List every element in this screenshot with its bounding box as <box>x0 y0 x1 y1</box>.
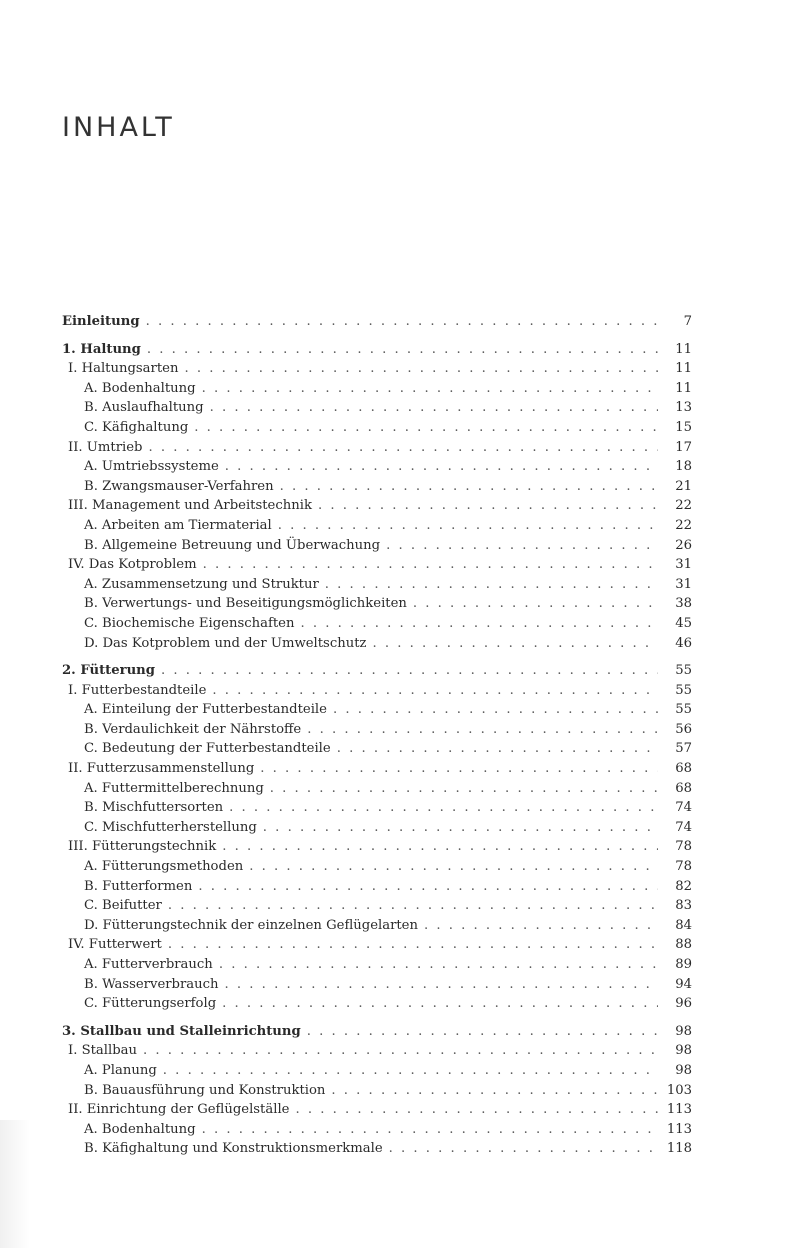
toc-entry-label: A. Planung <box>84 1062 157 1078</box>
toc-entry <box>62 614 692 634</box>
dot-leader <box>143 1041 658 1061</box>
toc-entry <box>62 779 692 799</box>
dot-leader <box>225 457 658 477</box>
dot-leader <box>149 438 659 458</box>
dot-leader <box>198 877 658 897</box>
toc-entry-label: II. Futterzusammenstellung <box>68 761 255 777</box>
dot-leader <box>219 955 658 975</box>
toc-entry-page: 18 <box>675 459 692 475</box>
toc-entry <box>62 516 692 536</box>
dot-leader <box>222 837 658 857</box>
dot-leader <box>249 857 658 877</box>
dot-leader <box>163 1061 658 1081</box>
toc-entry-label: 2. Fütterung <box>62 663 155 679</box>
toc-entry-label: A. Futterverbrauch <box>84 957 213 972</box>
toc-entry-label: IV. Das Kotproblem <box>68 557 197 573</box>
toc-entry <box>62 877 692 897</box>
toc-entry-page: 38 <box>675 596 692 612</box>
toc-entry <box>62 312 692 332</box>
toc-entry-label: C. Mischfutterherstellung <box>84 819 257 835</box>
dot-leader <box>202 379 658 399</box>
toc-entry-page: 98 <box>675 1043 692 1059</box>
dot-leader <box>168 935 658 955</box>
dot-leader <box>194 418 658 438</box>
toc-entry-label: B. Verdaulichkeit der Nährstoffe <box>84 721 302 737</box>
dot-leader <box>278 516 658 536</box>
toc-entry-label: IV. Futterwert <box>68 937 162 953</box>
toc-entry-page: 31 <box>675 557 692 573</box>
dot-leader <box>413 594 658 614</box>
toc-entry <box>62 634 692 654</box>
toc-entry <box>62 720 692 740</box>
toc-entry-page: 31 <box>675 576 692 592</box>
dot-leader <box>203 555 658 575</box>
toc-entry <box>62 536 692 556</box>
toc-entry <box>62 555 692 575</box>
dot-leader <box>270 779 658 799</box>
toc-entry-label: 1. Haltung <box>62 341 141 357</box>
toc-entry <box>62 1061 692 1081</box>
dot-leader <box>307 720 658 740</box>
toc-entry-label: A. Bodenhaltung <box>84 380 196 396</box>
toc-entry-label: Einleitung <box>62 314 140 329</box>
toc-entry-label: B. Käfighaltung und Konstruktionsmerkmale <box>84 1141 383 1157</box>
page-edge-shadow <box>0 1120 30 1248</box>
toc-entry-page: 74 <box>675 800 692 816</box>
toc-entry-label: II. Einrichtung der Geflügelställe <box>68 1102 290 1118</box>
dot-leader <box>389 1139 658 1159</box>
dot-leader <box>325 575 658 595</box>
dot-leader <box>225 975 658 995</box>
toc-entry-label: C. Bedeutung der Futterbestandteile <box>84 741 331 757</box>
toc-entry-page: 74 <box>675 819 692 835</box>
toc-entry <box>62 359 692 379</box>
toc-entry-page: 98 <box>675 1062 692 1078</box>
toc-entry <box>62 661 692 681</box>
toc-entry-label: A. Umtriebssysteme <box>84 459 219 475</box>
toc-entry-page: 15 <box>675 419 692 435</box>
toc-entry-page: 89 <box>675 957 692 972</box>
toc-entry-label: C. Käfighaltung <box>84 419 189 435</box>
toc-entry <box>62 975 692 995</box>
toc-entry-label: C. Beifutter <box>84 898 162 914</box>
dot-leader <box>222 994 658 1014</box>
toc-entry <box>62 418 692 438</box>
toc-entry-label: D. Das Kotproblem und der Umweltschutz <box>84 635 367 651</box>
toc-entry-label: B. Futterformen <box>84 878 193 894</box>
dot-leader <box>229 798 658 818</box>
toc-entry <box>62 955 692 975</box>
dot-leader <box>146 312 658 332</box>
toc-entry-label: III. Management und Arbeitstechnik <box>68 498 312 514</box>
toc-entry <box>62 1022 692 1042</box>
toc-entry-page: 55 <box>675 682 692 698</box>
dot-leader <box>184 359 658 379</box>
toc-entry <box>62 496 692 516</box>
toc-entry-page: 55 <box>675 663 692 679</box>
toc-entry-label: A. Fütterungsmethoden <box>84 859 244 875</box>
dot-leader <box>202 1120 658 1140</box>
toc-entry-page: 118 <box>666 1141 692 1157</box>
toc-entry-label: C. Biochemische Eigenschaften <box>84 615 295 631</box>
toc-entry-label: I. Futterbestandteile <box>68 682 207 698</box>
toc-entry-label: B. Zwangsmauser-Verfahren <box>84 478 274 494</box>
dot-leader <box>168 896 658 916</box>
toc-entry-label: B. Verwertungs- und Beseitigungsmöglichkeiten <box>84 596 407 612</box>
toc-entry-label: A. Bodenhaltung <box>84 1121 196 1137</box>
toc-entry-page: 21 <box>675 478 692 494</box>
toc-entry <box>62 896 692 916</box>
dot-leader <box>295 1100 658 1120</box>
toc-entry-page: 113 <box>666 1102 692 1118</box>
toc-entry <box>62 457 692 477</box>
toc-entry <box>62 340 692 360</box>
toc-entry <box>62 681 692 701</box>
toc-entry <box>62 398 692 418</box>
table-of-contents <box>62 312 692 1159</box>
toc-entry-page: 11 <box>675 380 692 396</box>
toc-entry-page: 13 <box>675 400 692 416</box>
toc-entry-page: 11 <box>675 361 692 377</box>
dot-leader <box>300 614 658 634</box>
toc-entry-page: 68 <box>675 780 692 796</box>
toc-entry <box>62 837 692 857</box>
toc-entry-page: 96 <box>675 996 692 1012</box>
toc-entry-page: 98 <box>675 1023 692 1039</box>
toc-entry-page: 7 <box>683 314 692 329</box>
dot-leader <box>424 916 658 936</box>
toc-entry <box>62 935 692 955</box>
toc-entry-page: 45 <box>675 615 692 631</box>
toc-entry-page: 78 <box>675 839 692 855</box>
dot-leader <box>161 661 658 681</box>
toc-entry-label: B. Bauausführung und Konstruktion <box>84 1082 326 1098</box>
dot-leader <box>372 634 658 654</box>
toc-entry-label: B. Mischfuttersorten <box>84 800 224 816</box>
toc-entry-page: 56 <box>675 721 692 737</box>
toc-entry <box>62 818 692 838</box>
toc-entry <box>62 759 692 779</box>
dot-leader <box>263 818 658 838</box>
toc-entry-label: B. Auslaufhaltung <box>84 400 204 416</box>
toc-entry <box>62 1081 692 1101</box>
toc-entry <box>62 379 692 399</box>
toc-entry-label: I. Stallbau <box>68 1043 138 1059</box>
page-title: INHALT <box>62 112 175 143</box>
toc-entry <box>62 1041 692 1061</box>
toc-entry-page: 26 <box>675 537 692 553</box>
dot-leader <box>260 759 658 779</box>
toc-entry-page: 84 <box>675 917 692 933</box>
toc-entry-page: 113 <box>666 1121 692 1137</box>
toc-entry-label: A. Futtermittelberechnung <box>84 780 264 796</box>
toc-entry-label: A. Zusammensetzung und Struktur <box>84 576 319 592</box>
toc-entry-label: B. Wasserverbrauch <box>84 976 219 992</box>
toc-entry-label: A. Arbeiten am Tiermaterial <box>84 517 272 533</box>
toc-entry <box>62 477 692 497</box>
toc-entry-label: D. Fütterungstechnik der einzelnen Geflügelarten <box>84 917 418 933</box>
toc-entry-label: II. Umtrieb <box>68 439 143 455</box>
dot-leader <box>337 739 658 759</box>
dot-leader <box>280 477 658 497</box>
toc-entry <box>62 1120 692 1140</box>
toc-entry <box>62 994 692 1014</box>
toc-entry-page: 68 <box>675 761 692 777</box>
toc-entry <box>62 857 692 877</box>
toc-entry-label: I. Haltungsarten <box>68 361 179 377</box>
toc-entry-label: A. Einteilung der Futterbestandteile <box>84 702 327 718</box>
toc-entry-page: 55 <box>675 702 692 718</box>
toc-entry <box>62 739 692 759</box>
toc-entry-label: III. Fütterungstechnik <box>68 839 217 855</box>
dot-leader <box>210 398 658 418</box>
dot-leader <box>333 700 658 720</box>
toc-entry-page: 82 <box>675 878 692 894</box>
toc-entry-page: 103 <box>666 1082 692 1098</box>
dot-leader <box>212 681 658 701</box>
toc-entry <box>62 438 692 458</box>
toc-entry-page: 22 <box>675 498 692 514</box>
toc-entry-label: 3. Stallbau und Stalleinrichtung <box>62 1023 301 1039</box>
toc-entry-page: 46 <box>675 635 692 651</box>
toc-entry-page: 17 <box>675 439 692 455</box>
toc-entry <box>62 1139 692 1159</box>
toc-entry <box>62 594 692 614</box>
toc-entry-page: 22 <box>675 517 692 533</box>
toc-entry-page: 78 <box>675 859 692 875</box>
dot-leader <box>318 496 658 516</box>
toc-entry-page: 94 <box>675 976 692 992</box>
toc-entry-page: 57 <box>675 741 692 757</box>
dot-leader <box>307 1022 658 1042</box>
toc-entry <box>62 798 692 818</box>
toc-entry <box>62 700 692 720</box>
dot-leader <box>147 340 658 360</box>
dot-leader <box>386 536 658 556</box>
dot-leader <box>331 1081 658 1101</box>
toc-entry-page: 11 <box>675 341 692 357</box>
toc-entry <box>62 575 692 595</box>
toc-entry <box>62 1100 692 1120</box>
toc-entry-label: B. Allgemeine Betreuung und Überwachung <box>84 537 381 553</box>
toc-entry <box>62 916 692 936</box>
toc-entry-page: 83 <box>675 898 692 914</box>
toc-entry-label: C. Fütterungserfolg <box>84 996 217 1012</box>
toc-entry-page: 88 <box>675 937 692 953</box>
